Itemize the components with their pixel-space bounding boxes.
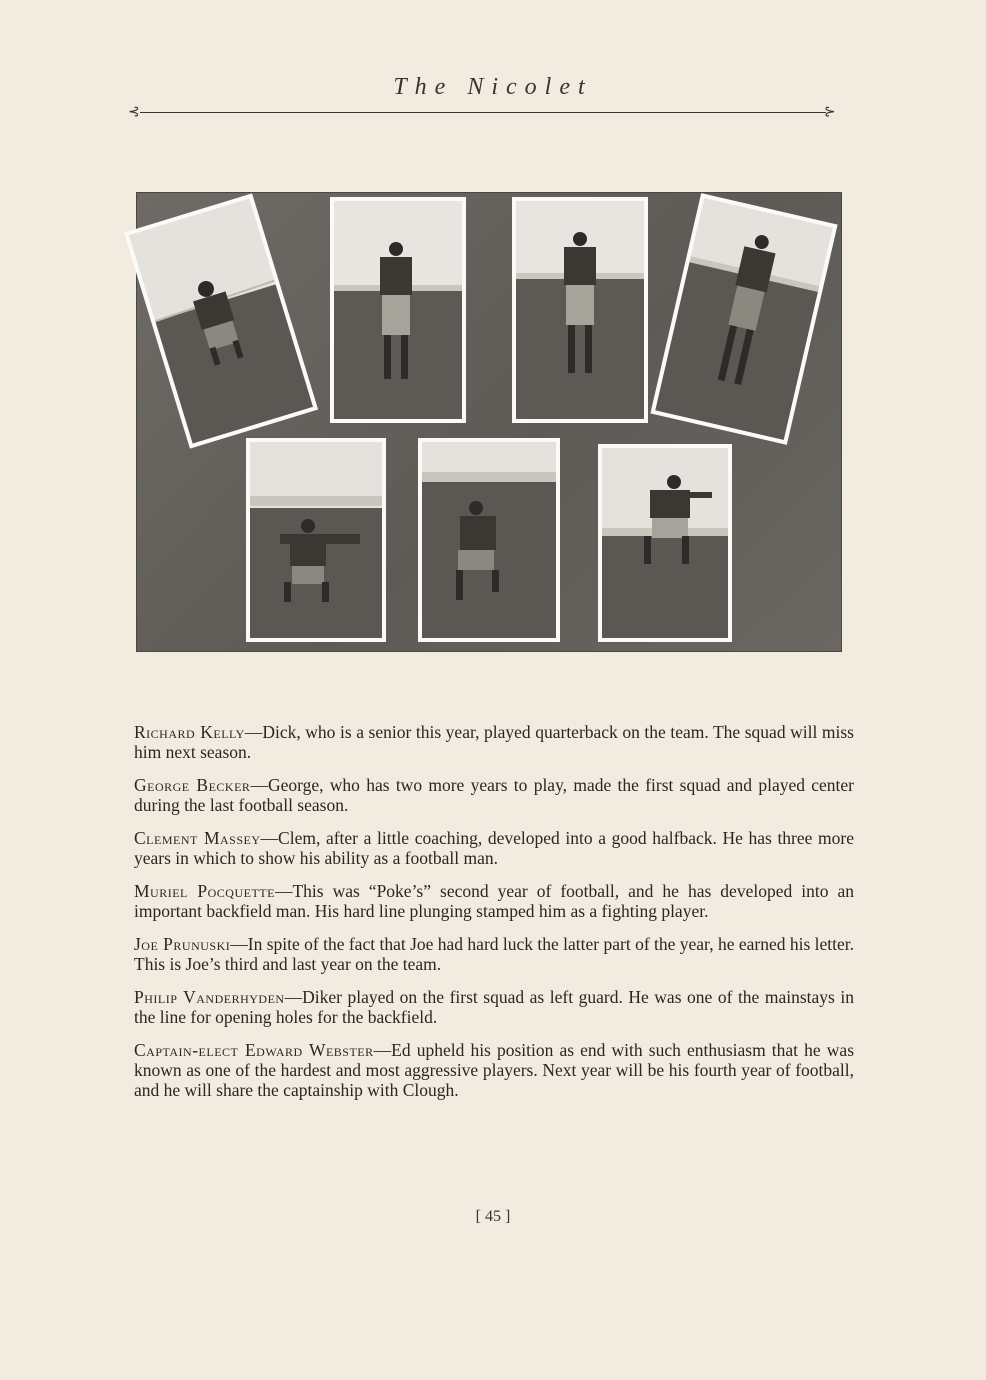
photo-clement-massey bbox=[512, 197, 648, 423]
photo-joe-prunuski bbox=[246, 438, 386, 642]
header-rule bbox=[140, 112, 826, 113]
player-crouching-image bbox=[129, 198, 313, 443]
bio-paragraph bbox=[134, 987, 854, 1027]
bio-text: —Dick, who is a senior this year, played quarterback on the team. The squad will miss him next season. bbox=[134, 722, 854, 762]
bio-paragraph bbox=[134, 881, 854, 921]
photo-edward-webster bbox=[598, 444, 732, 642]
photo-muriel-pocquette bbox=[650, 193, 837, 445]
player-standing-image bbox=[655, 198, 833, 440]
photo-plate bbox=[136, 192, 842, 652]
bio-text: —Ed upheld his position as end with such enthusiasm that he was known as one of the hardest and most aggressive players. Next year will be his fourth year of football, and he will share the captainship with Clough. bbox=[134, 1040, 854, 1100]
bio-text: —George, who has two more years to play, made the first squad and played center during the last football season. bbox=[134, 775, 855, 815]
player-crouching-image bbox=[602, 448, 728, 638]
bio-player-name: Joe Prunuski bbox=[134, 934, 231, 954]
player-bios bbox=[134, 722, 854, 1113]
bio-player-name: Philip Vanderhyden bbox=[134, 987, 285, 1007]
bio-player-name: Richard Kelly bbox=[134, 722, 245, 742]
bio-paragraph bbox=[134, 775, 854, 815]
player-standing-image bbox=[516, 201, 644, 419]
rule-ornament-right-icon: ⊱ bbox=[824, 105, 836, 120]
bio-paragraph bbox=[134, 722, 854, 762]
bio-player-name: Clement Massey bbox=[134, 828, 261, 848]
bio-paragraph bbox=[134, 1040, 854, 1100]
player-crouching-image bbox=[250, 442, 382, 638]
running-title: The Nicolet bbox=[393, 74, 593, 100]
bio-text: —Diker played on the first squad as left guard. He was one of the mainstays in the line for opening holes for the backfield. bbox=[134, 987, 854, 1027]
bio-text: —This was “Poke’s” second year of football, and he has developed into an important backfield man. His hard line plunging stamped him as a fighting player. bbox=[134, 881, 854, 921]
page-number: [ 45 ] bbox=[475, 1208, 511, 1225]
player-standing-image bbox=[334, 201, 462, 419]
player-crouching-image bbox=[422, 442, 556, 638]
bio-player-name: Captain-elect Edward Webster bbox=[134, 1040, 374, 1060]
rule-ornament-left-icon: ⊰ bbox=[128, 105, 140, 120]
bio-paragraph bbox=[134, 934, 854, 974]
bio-paragraph bbox=[134, 828, 854, 868]
bio-text: —In spite of the fact that Joe had hard luck the latter part of the year, he earned his letter. This is Joe’s third and last year on the team. bbox=[134, 934, 854, 974]
bio-text: —Clem, after a little coaching, developed into a good halfback. He has three more years in which to show his ability as a football man. bbox=[134, 828, 854, 868]
bio-player-name: George Becker bbox=[134, 775, 251, 795]
photo-richard-kelly bbox=[124, 193, 318, 448]
photo-philip-vanderhyden bbox=[418, 438, 560, 642]
bio-player-name: Muriel Pocquette bbox=[134, 881, 275, 901]
photo-george-becker bbox=[330, 197, 466, 423]
